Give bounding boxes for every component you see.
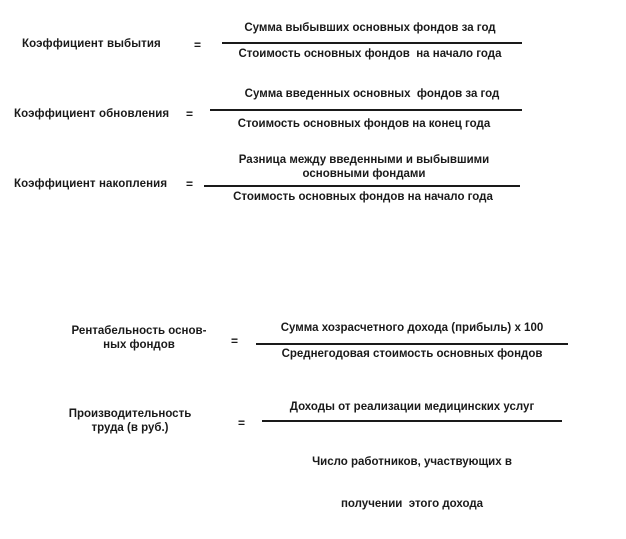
fraction-bar [210,109,522,111]
fraction-bar [256,343,568,345]
formula-label [62,407,198,435]
denominator: Стоимость основных фондов на начало года [233,191,493,203]
equals-sign: = [186,107,194,121]
equals-sign: = [194,38,202,52]
numerator-line: основными фондами [302,168,426,180]
denominator: Стоимость основных фондов на начало года [238,48,502,60]
formula-label: Коэффициент накопления [14,178,168,190]
numerator: Доходы от реализации медицинских услуг [289,401,535,413]
numerator: Сумма хозрасчетного дохода (прибыль) x 100 [280,322,544,334]
label-line: ных фондов [103,339,175,351]
fraction-bar [262,420,562,422]
equals-sign: = [238,416,246,430]
equals-sign: = [231,334,239,348]
fraction-bar [204,185,520,187]
fraction-bar [222,42,522,44]
label-line: труда (в руб.) [91,422,169,434]
numerator [214,153,514,181]
label-line: Производительность [68,408,192,420]
denominator: Стоимость основных фондов на конец года [237,118,491,130]
label-line: Рентабельность основ- [71,325,207,337]
denominator: Среднегодовая стоимость основных фондов [281,348,543,360]
formula-label: Коэффициент обновления [14,108,170,120]
numerator: Сумма введенных основных фондов за год [244,88,500,100]
numerator: Сумма выбывших основных фондов за год [244,22,496,34]
denominator-line: получении этого дохода [340,498,484,510]
formula-label [58,324,220,352]
formula-label: Коэффициент выбытия [22,38,161,50]
denominator-line: Число работников, участвующих в [312,456,512,468]
denominator [262,427,562,539]
equals-sign: = [186,177,194,191]
numerator-line: Разница между введенными и выбывшими [238,154,490,166]
